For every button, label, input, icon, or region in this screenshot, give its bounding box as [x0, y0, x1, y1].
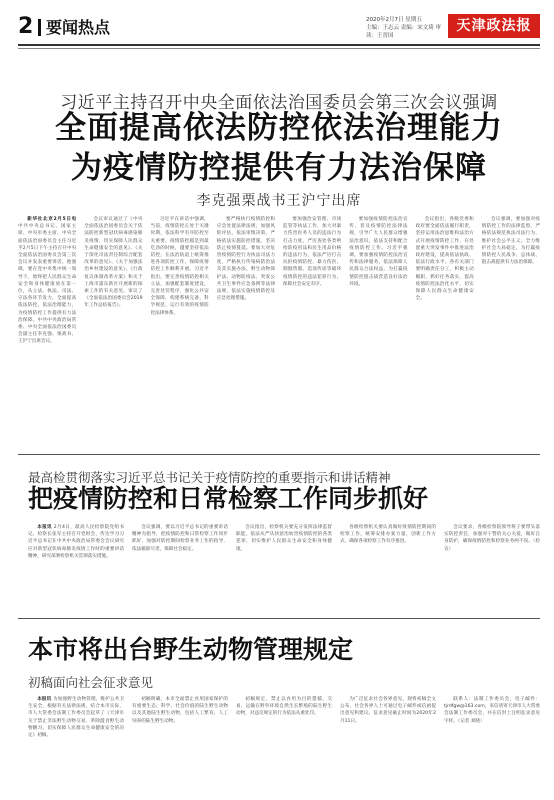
- lead-column: 要加强疫情防控法治宣传，普及疫情防控法律法规，引导广大人民群众增强法治意识，依法支持和配合疫情防控工作。习近平强调，要加强疫情防控法治宣传和法律服务，依法保障人民群众合法权益，为打赢疫情防控阻击战营造良好法治环境。: [349, 217, 408, 287]
- story2-headline: 把疫情防控和日常检察工作同步抓好: [28, 484, 429, 513]
- lead-column: 要加强治安管理、市场监管等执法工作，加大对暴力伤害医务人员的违法行为打击力度，严厉查处各类哄抬防疫用品和民生用品价格的违法行为，依法严厉打击抗拒疫情防控、暴力伤医、制假售假、造谣传谣等破坏疫情防控的违法犯罪行为，保障社会安定有序。: [283, 217, 342, 287]
- edition-info: [366, 16, 446, 40]
- lead-dateline: 新华社北京2月5日电: [27, 217, 77, 222]
- header-rule: [18, 44, 540, 46]
- lead-kicker: 习近平主持召开中央全面依法治国委员会第三次会议强调: [60, 93, 498, 113]
- story3-column: 联系人：法制工作委员会，电子邮件：tjrdfgw@163.com，来信请寄天津市人大常委会法制工作委员会，并在信封上注明征求意见字样。（记者 刘晓）: [444, 697, 540, 724]
- story3-subhead: 初稿面向社会征求意见: [28, 675, 154, 690]
- lead-body: [18, 216, 540, 444]
- story2-column: 会议指出，检察机关要充分发挥法律监督职能，依法从严从快惩治妨害疫情防控的各类犯罪，切实维护人民群众生命安全和身体健康。: [236, 525, 332, 552]
- story2-column: 各级检察机关要认真做好疫情防控期间的检察工作，统筹安排办案力量，创新工作方式，确保各项检察工作有序推进。: [340, 525, 436, 545]
- lead-column: 会议指出，各级党委和政府要全面依法履行职责，坚持运用法治思维和法治方式开展疫情防控工作，在处置重大突发事件中推进法治政府建设，提高依法执政、依法行政水平。各有关部门要明确责任分工，积极主动履职，抓好任务落实，提高疫情防控法治化水平，切实保障人民群众生命健康安全。: [415, 217, 474, 302]
- story-separator: [18, 454, 540, 455]
- story2-dateline: 本报讯: [37, 525, 52, 530]
- story3-headline: 本市将出台野生动物管理规定: [28, 635, 354, 664]
- lead-column: 会议审议通过了《中央全面依法治国委员会关于依法防控新型冠状病毒感染肺炎疫情、切实保障人民群众生命健康安全的意见》、《关于深化司法责任制综合配套改革的意见》、《关于加强法治乡村建设的意见》、《行政复议体制改革方案》和关于上海市浦东新区开展新的探索工作的有关意见，审议了《全面依法治国委员会2019年工作总结报告》。: [84, 217, 143, 309]
- story2-column: 会议要求，各级检察院领导班子要带头落实防控责任，加强对干警的关心关爱，做好自身防护，确保疫情防控和检察业务两不误。（检宣）: [444, 525, 540, 552]
- page-number: 2: [18, 14, 34, 39]
- lead-column: 要严格执行疫情防控和应急处置法律法规，加强风险评估，依法审慎决策，严格依法实施防控措施，坚决防止疫情蔓延。要加大对危害疫情防控行为执法司法力度，严格执行传染病防治法及其实施办法、野生动物保护法、动物防疫法、突发公共卫生事件应急条例等法律法规，依法实施疫情防控及应急处理措施。: [216, 217, 275, 302]
- story3-column: 本报讯 为加强野生动物管理，维护公共卫生安全，根据有关法律法规，结合本市实际，市人大常委会法制工作委员会起草了《天津市关于禁止非法野生动物交易、革除滥食野生动物陋习、切实保障人民群众生命健康安全的决定》初稿。: [28, 697, 124, 739]
- lead-subhead: 李克强栗战书王沪宁出席: [196, 193, 362, 209]
- story3-body: [28, 696, 540, 788]
- lead-column: 会议强调，要加强对疫情防控工作的法律监督，严格依法规范执法司法行为，维护社会公平正义，全力维护社会大局稳定，为打赢疫情防控人民战争、总体战、阻击战提供有力法治保障。: [481, 217, 540, 266]
- lead-column: 习近平在讲话中强调，当前，疫情防控正处于关键时期，依法科学有序防控至关重要。疫情防控越是到最吃劲的时候，越要坚持依法防控，在法治轨道上统筹推进各项防控工作，保障疫情防控工作顺利开展。习近平指出，要完善疫情防控相关立法，加强配套制度建设，完善处罚程序，强化公共安全保障，构建系统完备、科学规范、运行有效的疫情防控法律体系。: [150, 217, 209, 316]
- date-line: 2020年2月7日 星期五: [366, 17, 422, 23]
- story3-column: 为广泛征求社会各界意见，现将初稿全文公布，社会各界人士可通过电子邮件或信函提出意见和建议。征求意见截止时间为2020年2月11日。: [340, 697, 436, 724]
- section-divider: [38, 19, 41, 36]
- lead-column: 新华社北京2月5日电 中共中央总书记、国家主席、中央军委主席、中央全面依法治国委员会主任习近平2月5日下午主持召开中央全面依法治国委员会第三次会议并发表重要讲话。他强调，要在党中央集中统一领导下，始终把人民群众生命安全和身体健康放在第一位，从立法、执法、司法、守法各环节发力，全面提高依法防控、依法治理能力，为疫情防控工作提供有力法治保障。中共中央政治局常委、中央全面依法治国委员会副主任李克强、栗战书、王沪宁出席会议。: [18, 217, 77, 345]
- story3-column: 初稿规定，禁止以食用为目的猎捕、交易、运输在野外环境自然生长繁殖的陆生野生动物，对违反规定的行为依法从重处罚。: [236, 697, 332, 717]
- lead-headline-line2: 为疫情防控提供有力法治保障: [71, 150, 487, 186]
- header-rule-thin: [18, 48, 540, 49]
- story2-kicker: 最高检贯彻落实习近平总书记关于疫情防控的重要指示和讲话精神: [28, 470, 391, 485]
- lead-headline-line1: 全面提高依法防控依法治理能力: [55, 110, 503, 146]
- story2-body: [28, 524, 540, 608]
- lead-headline: [18, 108, 540, 188]
- story2-column: 本报讯 2月4日，最高人民检察院党组书记、检察长张军主持召开党组会，传达学习习近平总书记在中共中央政治局常委会会议研究应对新型冠状病毒肺炎疫情工作时的重要讲话精神，研究部署检察机关贯彻落实措施。: [28, 525, 124, 559]
- story3-dateline: 本报讯: [37, 697, 52, 702]
- newspaper-brand: 天津政法报: [448, 14, 540, 38]
- story3-column: 初稿明确，本市全面禁止食用国家保护的有重要生态、科学、社会价值的陆生野生动物以及其他陆生野生动物，包括人工繁育、人工饲养的陆生野生动物。: [132, 697, 228, 724]
- editors-line: 主编：王志云 责编：宋文琦 审读：王晋国: [366, 25, 441, 39]
- section-title: 要闻热点: [46, 18, 111, 37]
- masthead: [18, 12, 540, 46]
- story-separator: [18, 618, 540, 619]
- story2-column: 会议强调，要以习近平总书记的重要讲话精神为指导，把疫情防控和日常检察工作同步抓好，加强对防控期间检察业务工作的指导，依法履职尽责，保障社会稳定。: [132, 525, 228, 552]
